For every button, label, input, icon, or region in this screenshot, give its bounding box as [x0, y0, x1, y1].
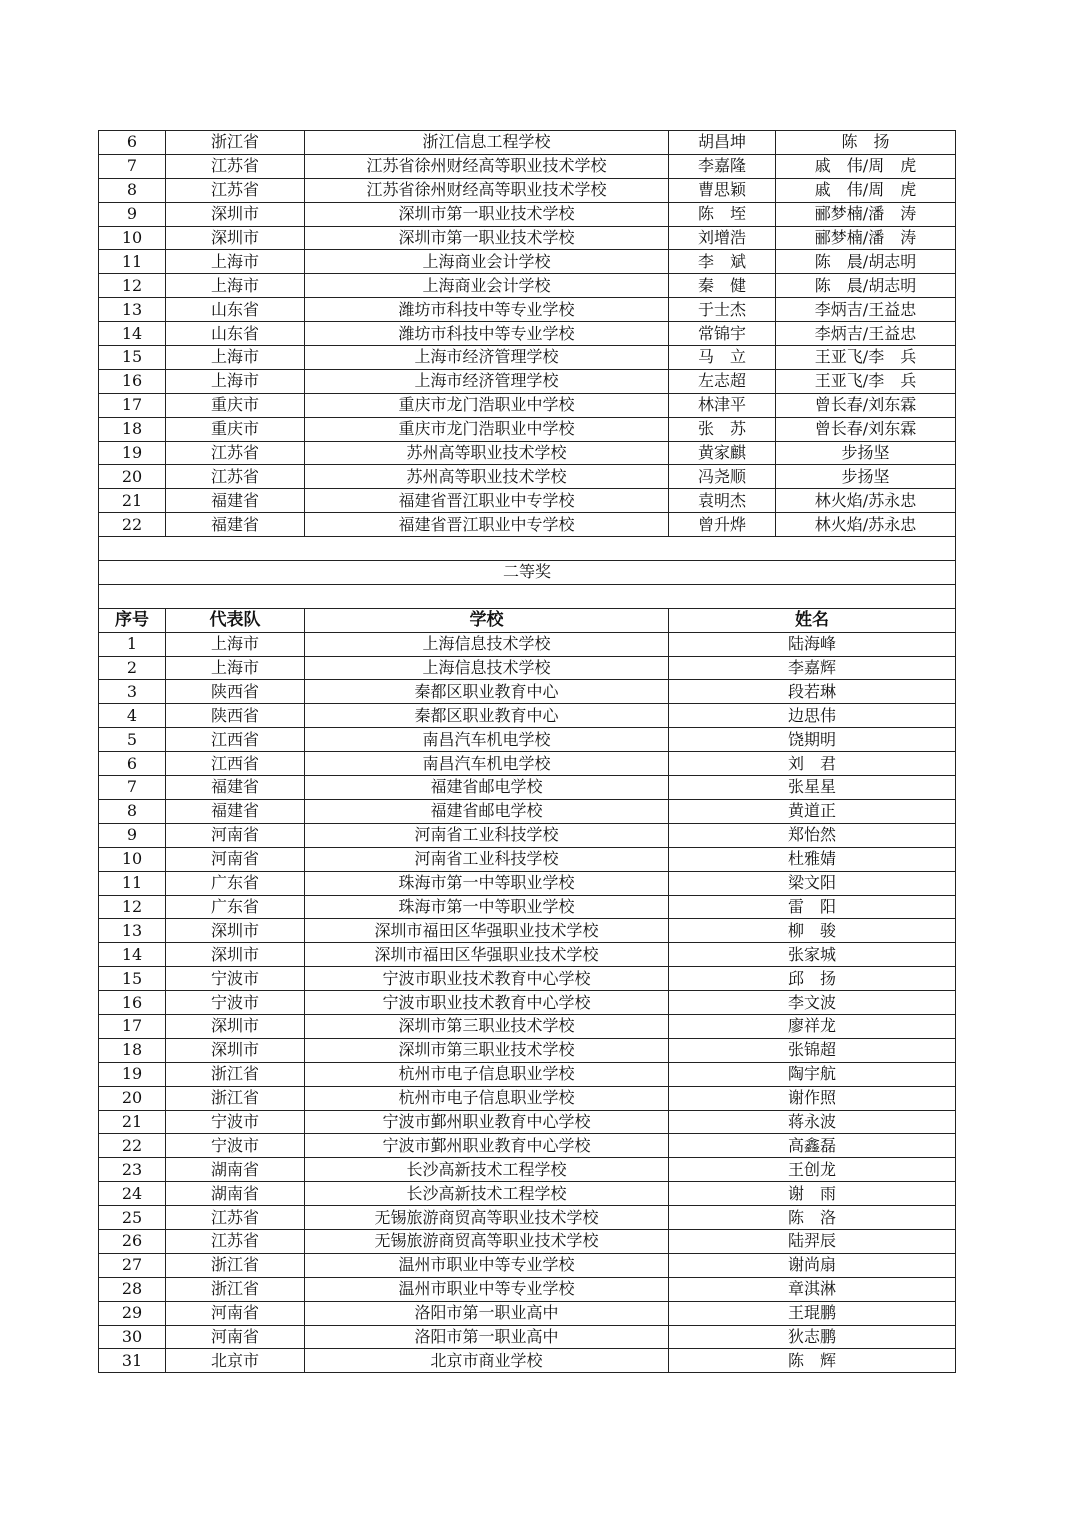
team-cell: 江苏省	[166, 154, 305, 178]
school-cell: 长沙高新技术工程学校	[305, 1182, 669, 1206]
name-cell: 雷 阳	[669, 895, 956, 919]
school-cell: 杭州市电子信息职业学校	[305, 1086, 669, 1110]
team-cell: 浙江省	[166, 1086, 305, 1110]
team-cell: 宁波市	[166, 967, 305, 991]
school-cell: 河南省工业科技学校	[305, 847, 669, 871]
coach-cell: 戚 伟/周 虎	[776, 154, 956, 178]
row-number: 3	[99, 680, 166, 704]
table-row	[99, 250, 956, 274]
student-cell: 左志超	[669, 369, 776, 393]
team-cell: 宁波市	[166, 991, 305, 1015]
row-number: 4	[99, 704, 166, 728]
name-cell: 谢 雨	[669, 1182, 956, 1206]
name-cell: 廖祥龙	[669, 1014, 956, 1038]
school-cell: 宁波市鄞州职业教育中心学校	[305, 1110, 669, 1134]
school-cell: 宁波市鄞州职业教育中心学校	[305, 1134, 669, 1158]
table-row	[99, 1325, 956, 1349]
row-number: 14	[99, 322, 166, 346]
table-row	[99, 1182, 956, 1206]
awards-table	[98, 130, 956, 1373]
coach-cell: 李炳吉/王益忠	[776, 322, 956, 346]
student-cell: 马 立	[669, 346, 776, 370]
name-cell: 狄志鹏	[669, 1325, 956, 1349]
school-cell: 上海信息技术学校	[305, 656, 669, 680]
student-cell: 黄家麒	[669, 441, 776, 465]
section-title-row	[99, 561, 956, 585]
name-cell: 蒋永波	[669, 1110, 956, 1134]
school-cell: 福建省晋江职业中专学校	[305, 513, 669, 537]
team-cell: 宁波市	[166, 1134, 305, 1158]
team-cell: 深圳市	[166, 1014, 305, 1038]
school-cell: 上海市经济管理学校	[305, 369, 669, 393]
team-cell: 上海市	[166, 346, 305, 370]
student-cell: 林津平	[669, 393, 776, 417]
coach-cell: 曾长春/刘东霖	[776, 393, 956, 417]
name-cell: 柳 骏	[669, 919, 956, 943]
row-number: 22	[99, 1134, 166, 1158]
row-number: 19	[99, 441, 166, 465]
name-cell: 章淇淋	[669, 1277, 956, 1301]
coach-cell: 陈 晨/胡志明	[776, 250, 956, 274]
team-cell: 福建省	[166, 489, 305, 513]
row-number: 24	[99, 1182, 166, 1206]
team-cell: 陕西省	[166, 680, 305, 704]
table-row	[99, 919, 956, 943]
student-cell: 袁明杰	[669, 489, 776, 513]
team-cell: 浙江省	[166, 1253, 305, 1277]
team-cell: 山东省	[166, 298, 305, 322]
table-row	[99, 226, 956, 250]
school-cell: 浙江信息工程学校	[305, 131, 669, 155]
row-number: 11	[99, 250, 166, 274]
team-cell: 北京市	[166, 1349, 305, 1373]
spacer-row	[99, 584, 956, 608]
table-row	[99, 1253, 956, 1277]
school-cell: 潍坊市科技中等专业学校	[305, 322, 669, 346]
name-cell: 陶宇航	[669, 1062, 956, 1086]
table-row	[99, 1062, 956, 1086]
table-row	[99, 799, 956, 823]
school-cell: 苏州高等职业技术学校	[305, 465, 669, 489]
team-cell: 上海市	[166, 656, 305, 680]
team-cell: 广东省	[166, 871, 305, 895]
row-number: 17	[99, 393, 166, 417]
team-cell: 上海市	[166, 274, 305, 298]
name-cell: 杜雅婧	[669, 847, 956, 871]
team-cell: 上海市	[166, 369, 305, 393]
coach-cell: 步扬坚	[776, 465, 956, 489]
name-cell: 李文波	[669, 991, 956, 1015]
name-cell: 张星星	[669, 776, 956, 800]
row-number: 8	[99, 799, 166, 823]
school-cell: 宁波市职业技术教育中心学校	[305, 991, 669, 1015]
row-number: 12	[99, 274, 166, 298]
row-number: 31	[99, 1349, 166, 1373]
name-cell: 谢尚扇	[669, 1253, 956, 1277]
coach-cell: 林火焰/苏永忠	[776, 489, 956, 513]
row-number: 27	[99, 1253, 166, 1277]
team-cell: 深圳市	[166, 1038, 305, 1062]
team-cell: 河南省	[166, 847, 305, 871]
table-row	[99, 178, 956, 202]
name-cell: 王创龙	[669, 1158, 956, 1182]
row-number: 10	[99, 847, 166, 871]
row-number: 28	[99, 1277, 166, 1301]
school-cell: 北京市商业学校	[305, 1349, 669, 1373]
row-number: 14	[99, 943, 166, 967]
table-row	[99, 513, 956, 537]
row-number: 19	[99, 1062, 166, 1086]
row-number: 13	[99, 919, 166, 943]
team-cell: 深圳市	[166, 202, 305, 226]
name-cell: 张家城	[669, 943, 956, 967]
school-cell: 江苏省徐州财经高等职业技术学校	[305, 178, 669, 202]
team-cell: 福建省	[166, 776, 305, 800]
row-number: 30	[99, 1325, 166, 1349]
table-row	[99, 967, 956, 991]
team-cell: 河南省	[166, 823, 305, 847]
name-cell: 刘 君	[669, 752, 956, 776]
table-row	[99, 1014, 956, 1038]
team-cell: 广东省	[166, 895, 305, 919]
name-cell: 郑怡然	[669, 823, 956, 847]
table-row	[99, 776, 956, 800]
team-cell: 江苏省	[166, 1229, 305, 1253]
school-cell: 苏州高等职业技术学校	[305, 441, 669, 465]
table-row	[99, 369, 956, 393]
team-cell: 浙江省	[166, 1062, 305, 1086]
school-cell: 江苏省徐州财经高等职业技术学校	[305, 154, 669, 178]
row-number: 29	[99, 1301, 166, 1325]
school-cell: 洛阳市第一职业高中	[305, 1325, 669, 1349]
coach-cell: 王亚飞/李 兵	[776, 369, 956, 393]
table-row	[99, 871, 956, 895]
row-number: 11	[99, 871, 166, 895]
awards-table-body	[99, 131, 956, 1373]
header-team: 代表队	[166, 608, 305, 632]
name-cell: 梁文阳	[669, 871, 956, 895]
coach-cell: 陈 扬	[776, 131, 956, 155]
name-cell: 边思伟	[669, 704, 956, 728]
school-cell: 洛阳市第一职业高中	[305, 1301, 669, 1325]
name-cell: 王琨鹏	[669, 1301, 956, 1325]
table-row	[99, 656, 956, 680]
school-cell: 重庆市龙门浩职业中学校	[305, 417, 669, 441]
blank-cell	[99, 537, 956, 561]
row-number: 22	[99, 513, 166, 537]
row-number: 20	[99, 1086, 166, 1110]
row-number: 23	[99, 1158, 166, 1182]
team-cell: 江西省	[166, 752, 305, 776]
row-number: 16	[99, 369, 166, 393]
row-number: 15	[99, 967, 166, 991]
team-cell: 江苏省	[166, 441, 305, 465]
table-row	[99, 1038, 956, 1062]
school-cell: 珠海市第一中等职业学校	[305, 871, 669, 895]
row-number: 1	[99, 632, 166, 656]
name-cell: 李嘉辉	[669, 656, 956, 680]
row-number: 7	[99, 776, 166, 800]
team-cell: 宁波市	[166, 1110, 305, 1134]
table-row	[99, 441, 956, 465]
school-cell: 温州市职业中等专业学校	[305, 1253, 669, 1277]
student-cell: 陈 垤	[669, 202, 776, 226]
school-cell: 珠海市第一中等职业学校	[305, 895, 669, 919]
table-row	[99, 680, 956, 704]
team-cell: 重庆市	[166, 393, 305, 417]
team-cell: 上海市	[166, 632, 305, 656]
award-sheet	[98, 130, 955, 1373]
name-cell: 陆海峰	[669, 632, 956, 656]
team-cell: 湖南省	[166, 1158, 305, 1182]
team-cell: 深圳市	[166, 226, 305, 250]
school-cell: 深圳市福田区华强职业技术学校	[305, 919, 669, 943]
team-cell: 江苏省	[166, 1206, 305, 1230]
table-row	[99, 1158, 956, 1182]
school-cell: 深圳市第三职业技术学校	[305, 1014, 669, 1038]
header-name: 姓名	[669, 608, 956, 632]
row-number: 6	[99, 752, 166, 776]
team-cell: 福建省	[166, 513, 305, 537]
team-cell: 深圳市	[166, 943, 305, 967]
table-row	[99, 298, 956, 322]
table-row	[99, 202, 956, 226]
row-number: 26	[99, 1229, 166, 1253]
team-cell: 深圳市	[166, 919, 305, 943]
student-cell: 李嘉隆	[669, 154, 776, 178]
second-prize-title: 二等奖	[99, 561, 956, 585]
table-row	[99, 1206, 956, 1230]
table-row	[99, 1134, 956, 1158]
header-school: 学校	[305, 608, 669, 632]
school-cell: 温州市职业中等专业学校	[305, 1277, 669, 1301]
school-cell: 深圳市第三职业技术学校	[305, 1038, 669, 1062]
school-cell: 福建省晋江职业中专学校	[305, 489, 669, 513]
coach-cell: 戚 伟/周 虎	[776, 178, 956, 202]
row-number: 15	[99, 346, 166, 370]
row-number: 25	[99, 1206, 166, 1230]
student-cell: 刘增浩	[669, 226, 776, 250]
row-number: 20	[99, 465, 166, 489]
header-number: 序号	[99, 608, 166, 632]
row-number: 21	[99, 489, 166, 513]
table-row	[99, 847, 956, 871]
coach-cell: 曾长春/刘东霖	[776, 417, 956, 441]
table-row	[99, 1229, 956, 1253]
school-cell: 潍坊市科技中等专业学校	[305, 298, 669, 322]
table-row	[99, 632, 956, 656]
table-row	[99, 274, 956, 298]
header-row	[99, 608, 956, 632]
name-cell: 陈 辉	[669, 1349, 956, 1373]
coach-cell: 郦梦楠/潘 涛	[776, 226, 956, 250]
name-cell: 高鑫磊	[669, 1134, 956, 1158]
spacer-row	[99, 537, 956, 561]
team-cell: 山东省	[166, 322, 305, 346]
school-cell: 南昌汽车机电学校	[305, 728, 669, 752]
row-number: 18	[99, 417, 166, 441]
row-number: 9	[99, 823, 166, 847]
row-number: 13	[99, 298, 166, 322]
coach-cell: 陈 晨/胡志明	[776, 274, 956, 298]
school-cell: 南昌汽车机电学校	[305, 752, 669, 776]
student-cell: 张 苏	[669, 417, 776, 441]
school-cell: 上海市经济管理学校	[305, 346, 669, 370]
table-row	[99, 1110, 956, 1134]
coach-cell: 林火焰/苏永忠	[776, 513, 956, 537]
name-cell: 饶期明	[669, 728, 956, 752]
school-cell: 杭州市电子信息职业学校	[305, 1062, 669, 1086]
name-cell: 张锦超	[669, 1038, 956, 1062]
table-row	[99, 131, 956, 155]
row-number: 7	[99, 154, 166, 178]
coach-cell: 郦梦楠/潘 涛	[776, 202, 956, 226]
blank-cell	[99, 584, 956, 608]
team-cell: 浙江省	[166, 1277, 305, 1301]
name-cell: 谢作照	[669, 1086, 956, 1110]
school-cell: 深圳市第一职业技术学校	[305, 226, 669, 250]
student-cell: 常锦宇	[669, 322, 776, 346]
row-number: 2	[99, 656, 166, 680]
school-cell: 秦都区职业教育中心	[305, 680, 669, 704]
coach-cell: 李炳吉/王益忠	[776, 298, 956, 322]
table-row	[99, 895, 956, 919]
student-cell: 于士杰	[669, 298, 776, 322]
student-cell: 曾升烨	[669, 513, 776, 537]
school-cell: 宁波市职业技术教育中心学校	[305, 967, 669, 991]
row-number: 6	[99, 131, 166, 155]
table-row	[99, 346, 956, 370]
team-cell: 河南省	[166, 1301, 305, 1325]
school-cell: 无锡旅游商贸高等职业技术学校	[305, 1229, 669, 1253]
school-cell: 上海商业会计学校	[305, 250, 669, 274]
table-row	[99, 728, 956, 752]
name-cell: 黄道正	[669, 799, 956, 823]
team-cell: 江苏省	[166, 465, 305, 489]
table-row	[99, 752, 956, 776]
team-cell: 陕西省	[166, 704, 305, 728]
student-cell: 冯尧顺	[669, 465, 776, 489]
name-cell: 陆羿辰	[669, 1229, 956, 1253]
row-number: 9	[99, 202, 166, 226]
table-row	[99, 154, 956, 178]
table-row	[99, 943, 956, 967]
coach-cell: 步扬坚	[776, 441, 956, 465]
table-row	[99, 1086, 956, 1110]
team-cell: 江苏省	[166, 178, 305, 202]
student-cell: 曹思颖	[669, 178, 776, 202]
row-number: 18	[99, 1038, 166, 1062]
table-row	[99, 417, 956, 441]
table-row	[99, 465, 956, 489]
school-cell: 福建省邮电学校	[305, 799, 669, 823]
school-cell: 上海信息技术学校	[305, 632, 669, 656]
school-cell: 长沙高新技术工程学校	[305, 1158, 669, 1182]
team-cell: 浙江省	[166, 131, 305, 155]
school-cell: 深圳市福田区华强职业技术学校	[305, 943, 669, 967]
team-cell: 福建省	[166, 799, 305, 823]
row-number: 12	[99, 895, 166, 919]
team-cell: 上海市	[166, 250, 305, 274]
row-number: 8	[99, 178, 166, 202]
table-row	[99, 1301, 956, 1325]
coach-cell: 王亚飞/李 兵	[776, 346, 956, 370]
team-cell: 河南省	[166, 1325, 305, 1349]
team-cell: 重庆市	[166, 417, 305, 441]
name-cell: 陈 洛	[669, 1206, 956, 1230]
table-row	[99, 823, 956, 847]
student-cell: 胡昌坤	[669, 131, 776, 155]
school-cell: 深圳市第一职业技术学校	[305, 202, 669, 226]
row-number: 16	[99, 991, 166, 1015]
school-cell: 无锡旅游商贸高等职业技术学校	[305, 1206, 669, 1230]
team-cell: 湖南省	[166, 1182, 305, 1206]
row-number: 10	[99, 226, 166, 250]
school-cell: 上海商业会计学校	[305, 274, 669, 298]
school-cell: 秦都区职业教育中心	[305, 704, 669, 728]
table-row	[99, 1349, 956, 1373]
school-cell: 福建省邮电学校	[305, 776, 669, 800]
table-row	[99, 489, 956, 513]
team-cell: 江西省	[166, 728, 305, 752]
student-cell: 秦 健	[669, 274, 776, 298]
table-row	[99, 704, 956, 728]
table-row	[99, 991, 956, 1015]
school-cell: 重庆市龙门浩职业中学校	[305, 393, 669, 417]
table-row	[99, 322, 956, 346]
row-number: 21	[99, 1110, 166, 1134]
school-cell: 河南省工业科技学校	[305, 823, 669, 847]
row-number: 5	[99, 728, 166, 752]
name-cell: 邱 扬	[669, 967, 956, 991]
student-cell: 李 斌	[669, 250, 776, 274]
row-number: 17	[99, 1014, 166, 1038]
table-row	[99, 1277, 956, 1301]
name-cell: 段若琳	[669, 680, 956, 704]
table-row	[99, 393, 956, 417]
